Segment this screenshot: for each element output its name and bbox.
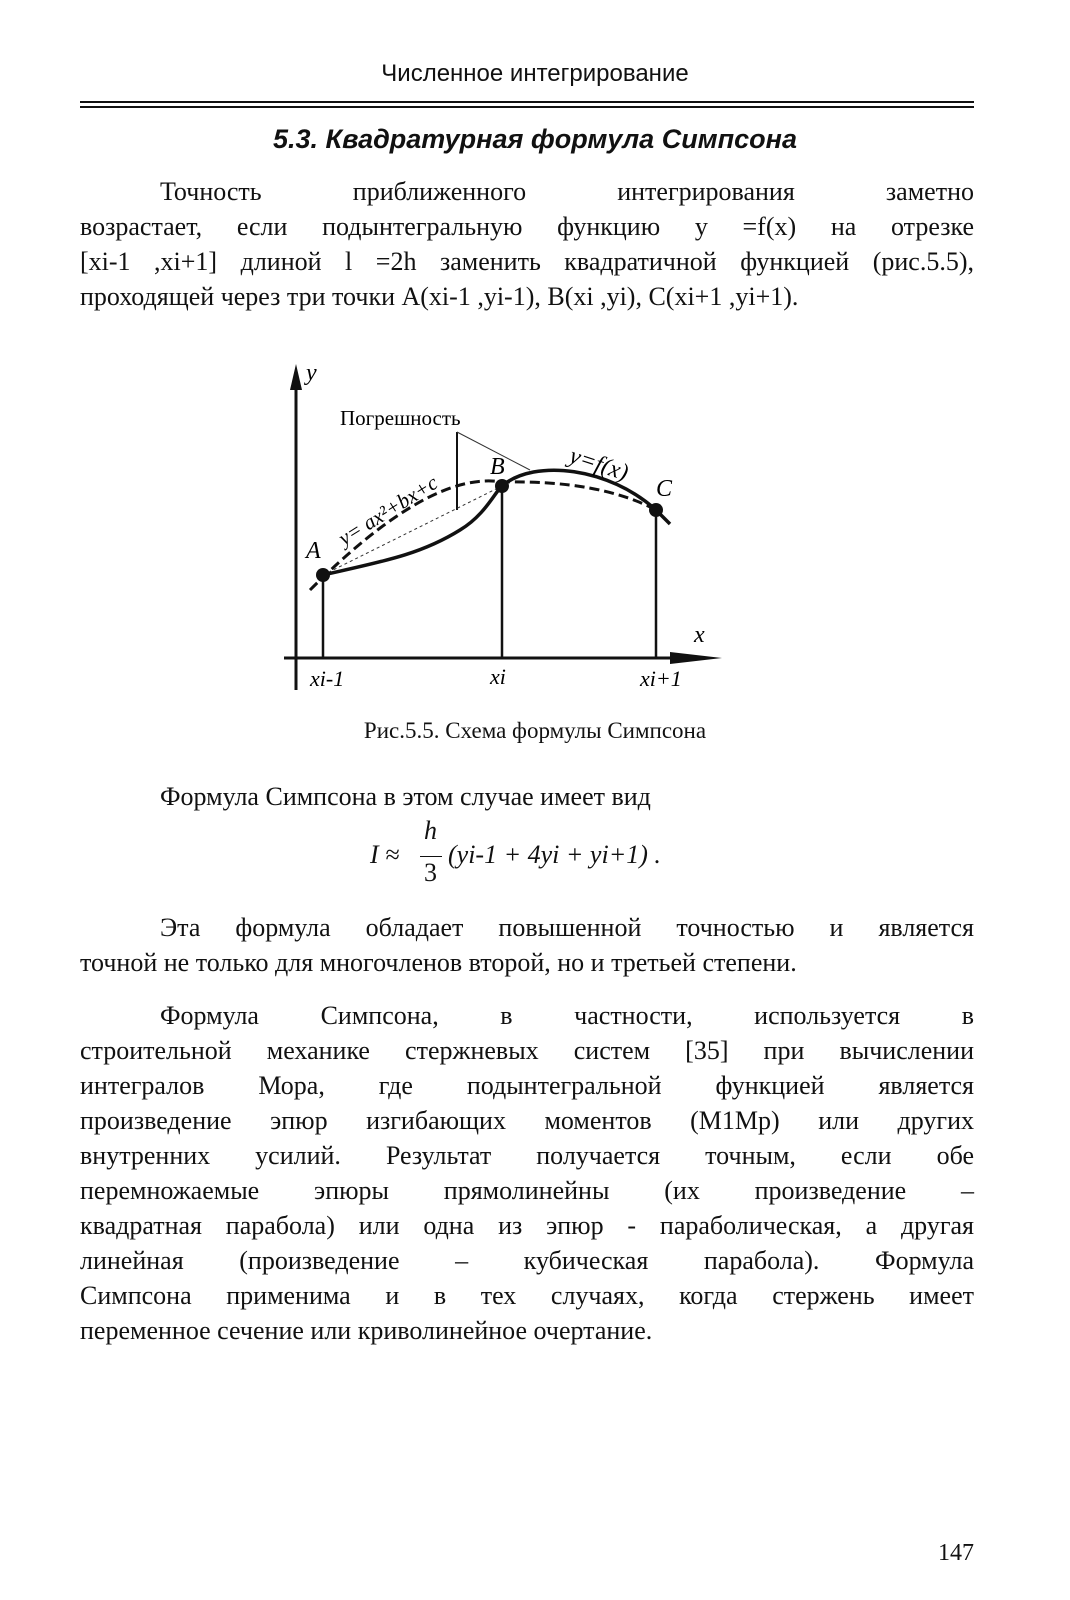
intro-line-2: возрастает, если подынтегральную функцию y =f(x) на отрезке bbox=[80, 212, 974, 241]
point-a-label: A bbox=[306, 538, 321, 564]
point-c-label: C bbox=[656, 476, 673, 502]
figure-caption: Рис.5.5. Схема формулы Симпсона bbox=[363, 718, 707, 743]
intro-line-1-text: Точность приближенного интегрирования заметно bbox=[160, 177, 974, 206]
para3-line-1-text: Формула Симпсона, в частности, используется в bbox=[160, 1001, 974, 1030]
running-header: Численное интегрирование bbox=[381, 60, 689, 87]
tick-left-label: xi-1 bbox=[310, 666, 345, 691]
section-title: 5.3. Квадратурная формула Симпсона bbox=[273, 124, 797, 154]
y-axis-arrow bbox=[290, 364, 302, 390]
intro-line-1 bbox=[80, 174, 974, 209]
point-a-marker bbox=[316, 568, 330, 582]
formula-lead: Формула Симпсона в этом случае имеет вид bbox=[160, 782, 651, 811]
parabola-label: y= ax²+bx+c bbox=[333, 470, 442, 551]
formula-denominator: 3 bbox=[424, 858, 437, 887]
simpson-diagram bbox=[270, 350, 740, 710]
para3-line-3: интегралов Мора, где подынтегральной функцией является bbox=[80, 1071, 974, 1100]
point-c-marker bbox=[649, 503, 663, 517]
tick-right-label: xi+1 bbox=[640, 666, 682, 691]
header-rule-bottom bbox=[80, 106, 974, 108]
simpson-formula bbox=[360, 818, 720, 894]
intro-line-3: [xi-1 ,xi+1] длиной l =2h заменить квадратичной функцией (рис.5.5), bbox=[80, 247, 974, 276]
para3-line-2: строительной механике стержневых систем [35] при вычислении bbox=[80, 1036, 974, 1065]
para3-line-6: перемножаемые эпюры прямолинейны (их произведение – bbox=[80, 1176, 974, 1205]
para2-line-1-text: Эта формула обладает повышенной точностью и является bbox=[160, 913, 974, 942]
curve-label: y=f(x) bbox=[566, 442, 632, 487]
y-axis-label: y bbox=[306, 360, 317, 386]
accuracy-paragraph bbox=[80, 910, 974, 980]
formula-rhs: (yi-1 + 4yi + yi+1) . bbox=[448, 840, 661, 869]
header-rule-top bbox=[80, 101, 974, 103]
simpson-figure bbox=[270, 350, 740, 710]
para3-line-8: линейная (произведение – кубическая парабола). Формула bbox=[80, 1246, 974, 1275]
para3-line-7: квадратная парабола) или одна из эпюр - параболическая, а другая bbox=[80, 1211, 974, 1240]
para2-line-1 bbox=[80, 910, 974, 945]
point-b-marker bbox=[495, 479, 509, 493]
para2-line-2: точной не только для многочленов второй, но и третьей степени. bbox=[80, 948, 797, 977]
para3-line-10: переменное сечение или криволинейное очертание. bbox=[80, 1316, 653, 1345]
para3-line-5: внутренних усилий. Результат получается точным, если обе bbox=[80, 1141, 974, 1170]
tick-middle-label: xi bbox=[490, 664, 506, 689]
para3-line-1 bbox=[80, 998, 974, 1033]
para3-line-4: произведение эпюр изгибающих моментов (M1Mp) или других bbox=[80, 1106, 974, 1135]
x-axis-label: x bbox=[694, 622, 705, 648]
page-number: 147 bbox=[938, 1540, 974, 1566]
formula-lhs: I ≈ bbox=[370, 840, 400, 869]
error-label: Погрешность bbox=[340, 406, 461, 430]
point-b-label: B bbox=[490, 454, 505, 480]
intro-paragraph bbox=[80, 174, 974, 314]
formula-numerator: h bbox=[424, 816, 437, 845]
intro-line-4: проходящей через три точки A(xi-1 ,yi-1), B(xi ,yi), C(xi+1 ,yi+1). bbox=[80, 282, 799, 311]
formula-fraction-bar bbox=[420, 856, 442, 857]
application-paragraph bbox=[80, 998, 974, 1348]
x-axis-arrow bbox=[670, 652, 722, 664]
para3-line-9: Симпсона применима и в тех случаях, когда стержень имеет bbox=[80, 1281, 974, 1310]
